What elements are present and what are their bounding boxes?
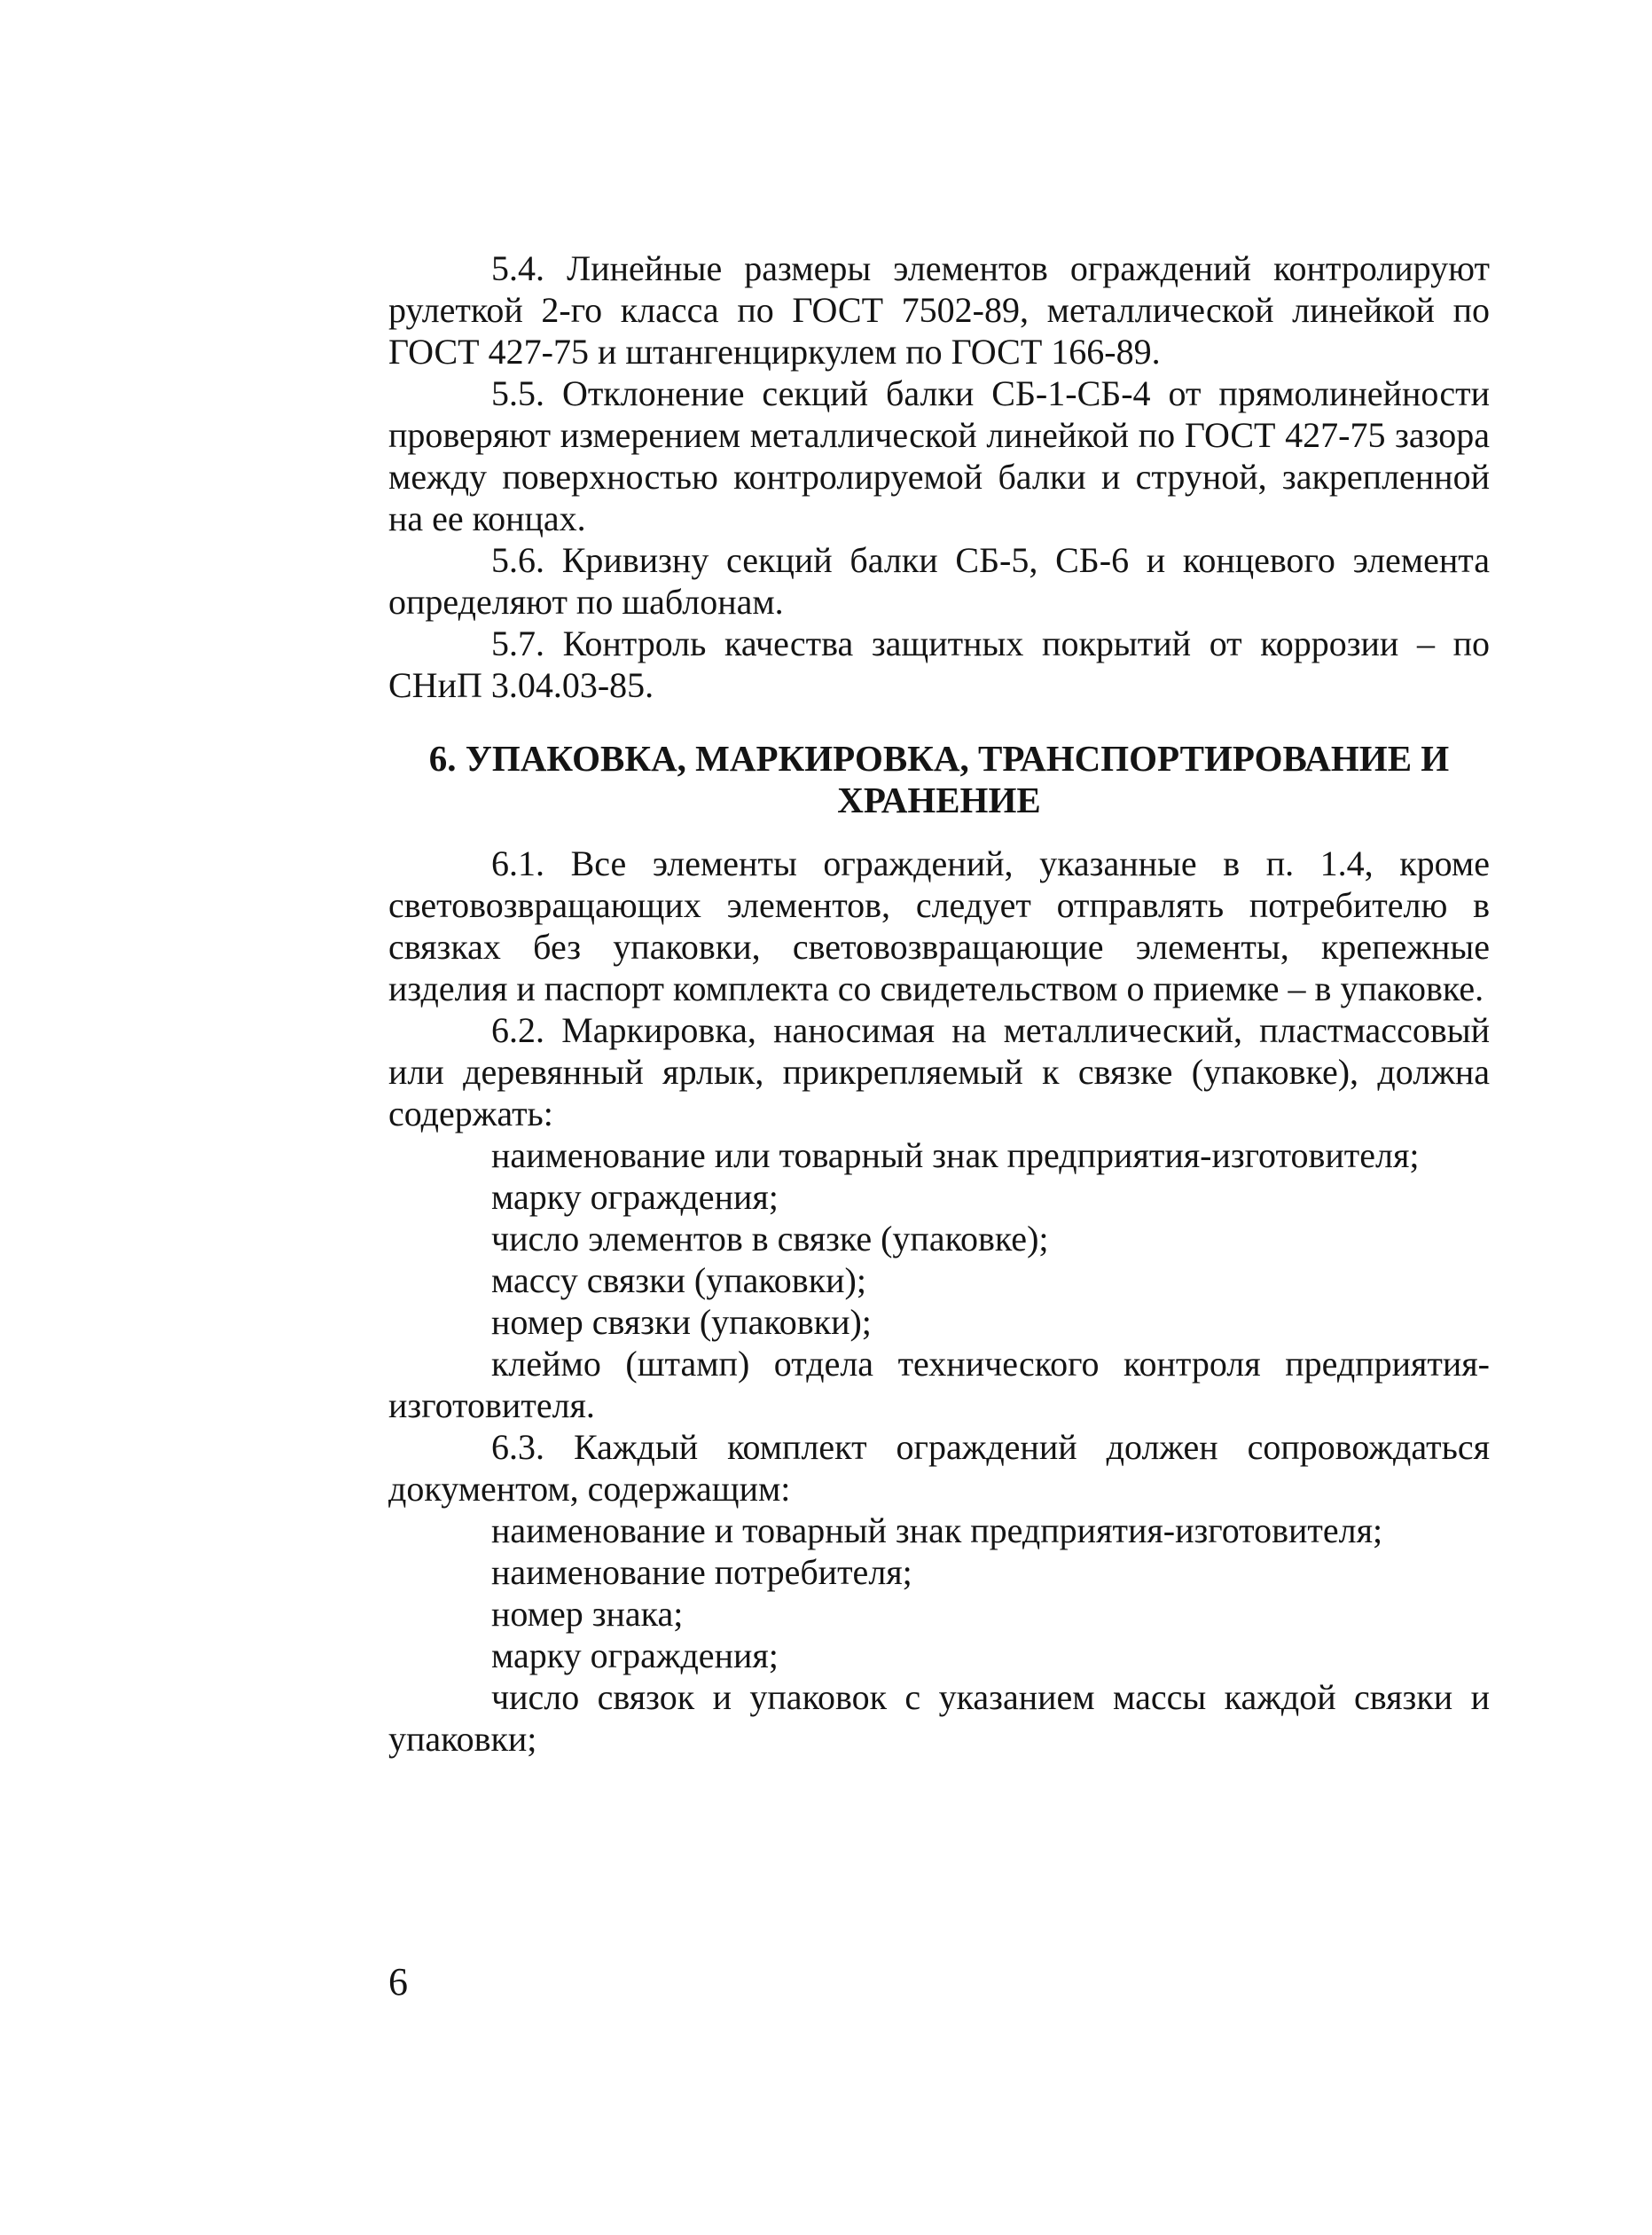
paragraph-5-7: 5.7. Контроль качества защитных покрытий от коррозии – по СНиП 3.04.03-85. <box>388 623 1490 705</box>
section-6-heading <box>388 738 1490 821</box>
list-item: марку ограждения; <box>491 1177 779 1217</box>
list-item: номер знака; <box>491 1594 684 1634</box>
list-item: число связок и упаковок с указанием массы каждой связки и упаковки; <box>388 1677 1490 1759</box>
list-item: марку ограждения; <box>491 1635 779 1675</box>
list-item: клеймо (штамп) отдела технического контроля предприятия-изготовителя. <box>388 1344 1490 1425</box>
list-item: наименование или товарный знак предприятия-изготовителя; <box>491 1135 1420 1175</box>
document-body <box>388 247 1490 1760</box>
paragraph-5-6: 5.6. Кривизну секций балки СБ-5, СБ-6 и концевого элемента определяют по шаблонам. <box>388 540 1490 622</box>
list-item: наименование и товарный знак предприятия-изготовителя; <box>491 1510 1383 1550</box>
paragraph-5-4: 5.4. Линейные размеры элементов ограждений контролируют рулеткой 2-го класса по ГОСТ 7502-89, металлической линейкой по ГОСТ 427-75 и штангенциркулем по ГОСТ 166-89. <box>388 248 1490 372</box>
list-item: номер связки (упаковки); <box>491 1302 872 1342</box>
list-item: число элементов в связке (упаковке); <box>491 1219 1049 1259</box>
list-item: наименование потребителя; <box>491 1552 912 1592</box>
document-contents-list <box>388 1510 1490 1760</box>
page-number: 6 <box>388 1960 408 2004</box>
marking-requirements-list <box>388 1134 1490 1426</box>
paragraph-6-2: 6.2. Маркировка, наносимая на металлический, пластмассовый или деревянный ярлык, прикрепляемый к связке (упаковке), должна содержать: <box>388 1010 1490 1133</box>
paragraph-6-3: 6.3. Каждый комплект ограждений должен сопровождаться документом, содержащим: <box>388 1427 1490 1509</box>
list-item: массу связки (упаковки); <box>491 1260 866 1300</box>
paragraph-5-5: 5.5. Отклонение секций балки СБ-1-СБ-4 от прямолинейности проверяют измерением металлической линейкой по ГОСТ 427-75 зазора между поверхностью контролируемой балки и струной, закрепленной на ее концах. <box>388 373 1490 538</box>
paragraph-6-1: 6.1. Все элементы ограждений, указанные в п. 1.4, кроме световозвращающих элементов, следует отправлять потребителю в связках без упаковки, световозвращающие элементы, крепежные изделия и паспорт комплекта со свидетельством о приемке – в упаковке. <box>388 843 1490 1008</box>
section-6-heading-line1: 6. УПАКОВКА, МАРКИРОВКА, ТРАНСПОРТИРОВАНИЕ И <box>428 738 1450 779</box>
section-6-heading-line2: ХРАНЕНИЕ <box>837 780 1041 820</box>
